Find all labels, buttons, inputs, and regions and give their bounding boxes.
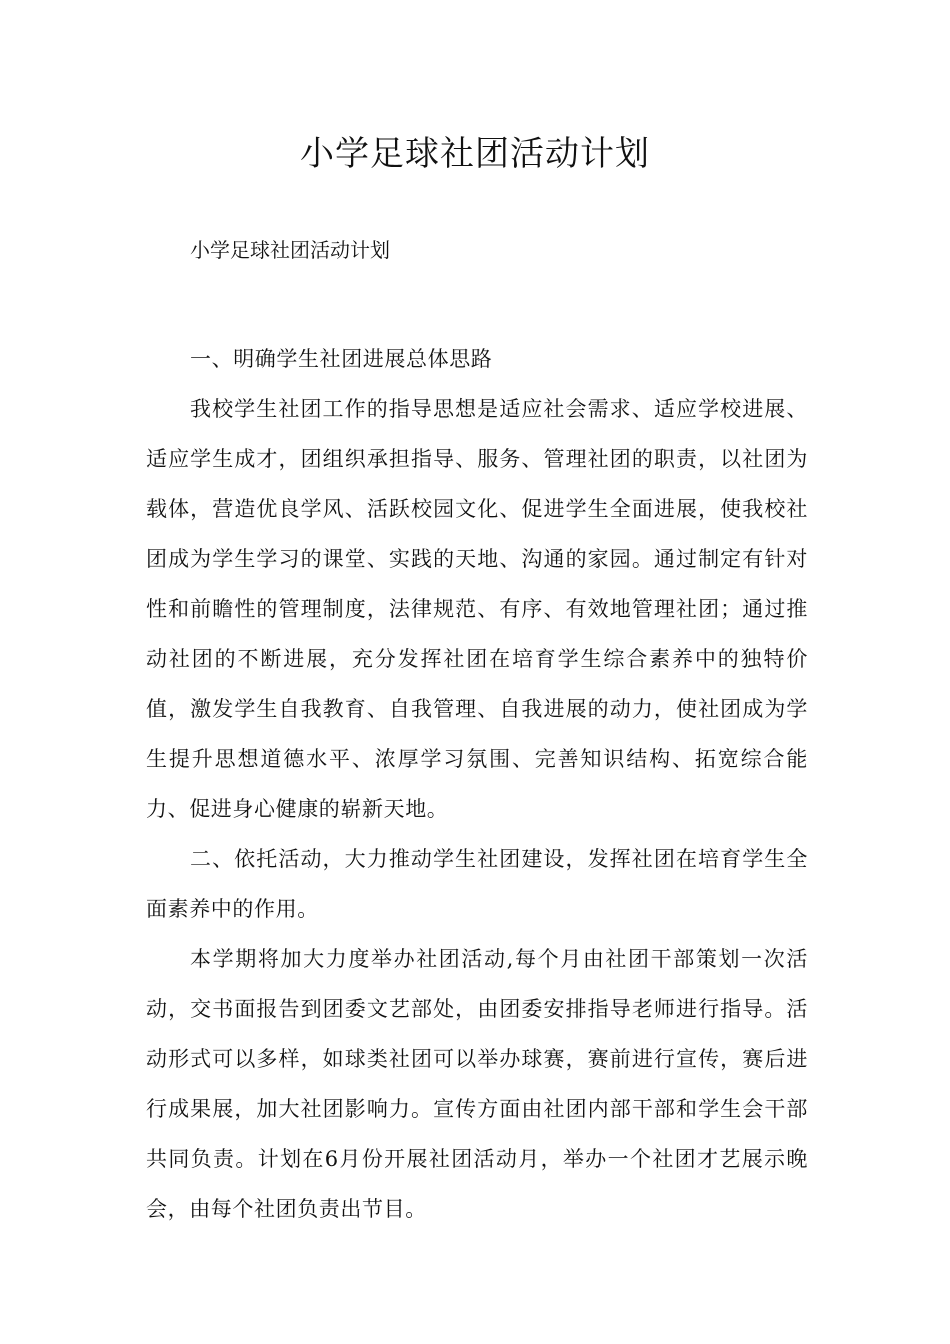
section-heading-1: 一、明确学生社团进展总体思路: [190, 347, 493, 371]
document-subtitle: 小学足球社团活动计划: [190, 238, 390, 262]
body-paragraph: 我校学生社团工作的指导思想是适应社会需求、适应学校进展、适应学生成才，团组织承担指导、服务、管理社团的职责，以社团为载体，营造优良学风、活跃校园文化、促进学生全面进展，使我校社团成为学生学习的课堂、实践的天地、沟通的家园。通过制定有针对性和前瞻性的管理制度，法律规范、有序、有效地管理社团；通过推动社团的不断进展，充分发挥社团在培育学生综合素养中的独特价值，激发学生自我教育、自我管理、自我进展的动力，使社团成为学生提升思想道德水平、浓厚学习氛围、完善知识结构、拓宽综合能力、促进身心健康的崭新天地。: [146, 397, 808, 821]
section-heading-2: 二、依托活动，大力推动学生社团建设，发挥社团在培育学生全面素养中的作用。: [146, 847, 808, 921]
document-title: 小学足球社团活动计划: [300, 134, 650, 174]
document-body: [146, 334, 808, 1234]
body-paragraph: 本学期将加大力度举办社团活动,每个月由社团干部策划一次活动，交书面报告到团委文艺部处，由团委安排指导老师进行指导。活动形式可以多样，如球类社团可以举办球赛，赛前进行宣传，赛后进行成果展，加大社团影响力。宣传方面由社团内部干部和学生会干部共同负责。计划在6月份开展社团活动月，举办一个社团才艺展示晚会，由每个社团负责出节目。: [146, 947, 808, 1221]
